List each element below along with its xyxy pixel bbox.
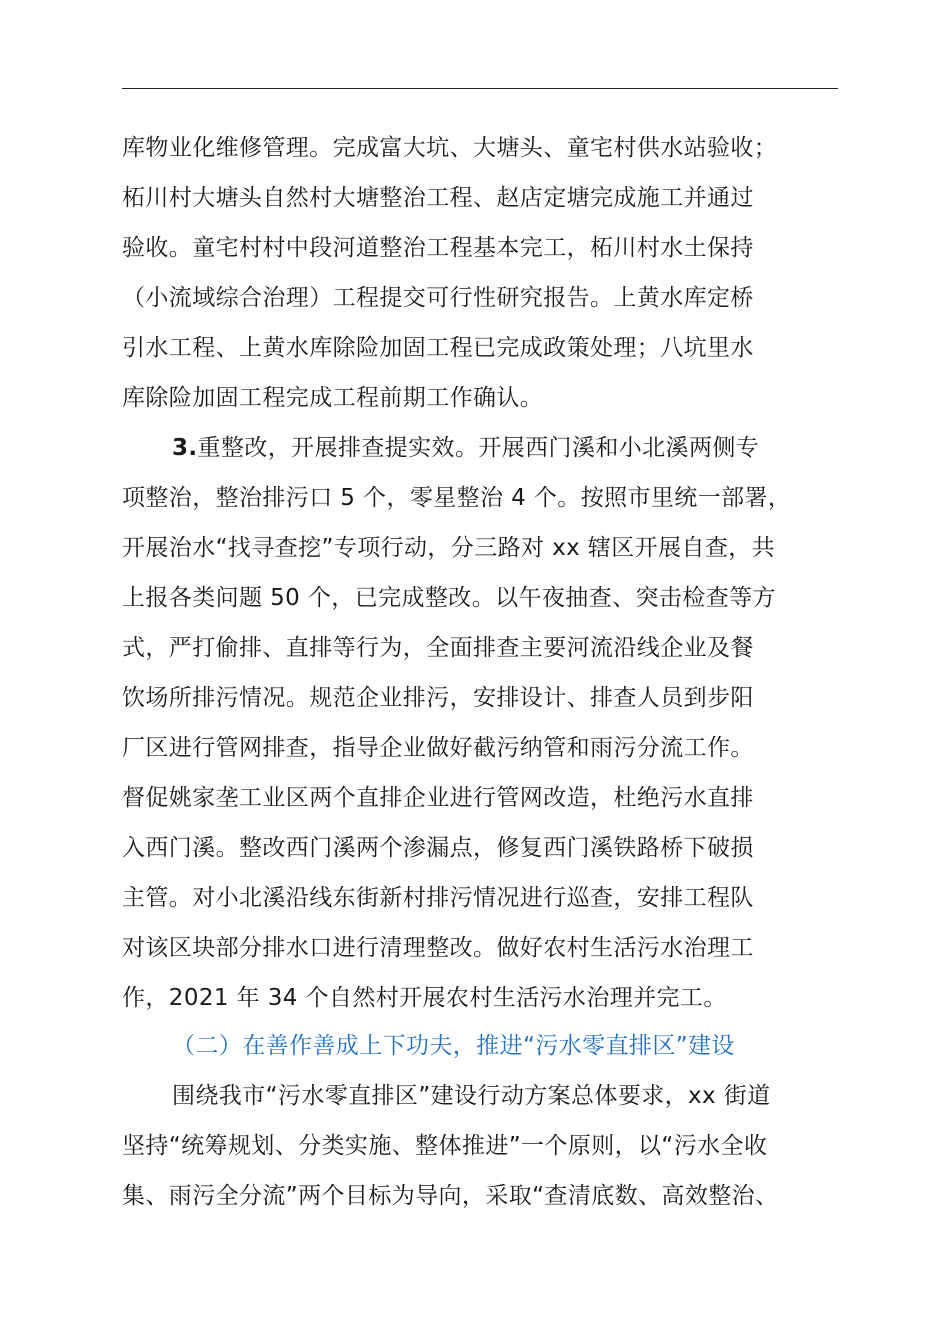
paragraph-3-first-line [0,423,950,473]
text-line: 厂区进行管网排查，指导企业做好截污纳管和雨污分流工作。 [122,735,754,761]
text-line: 集、雨污全分流”两个目标为导向，采取“查清底数、高效整治、 [122,1183,779,1209]
header-rule [122,88,838,89]
text-line: 开展治水“找寻查挖”专项行动，分三路对 xx 辖区开展自查，共 [122,535,776,561]
text-line: 督促姚家垄工业区两个直排企业进行管网改造，杜绝污水直排 [122,785,754,811]
text-line: 作，2021 年 34 个自然村开展农村生活污水治理并完工。 [122,985,727,1011]
text-line: 重整改，开展排查提实效。开展西门溪和小北溪两侧专 [197,435,760,461]
text-line: 项整治，整治排污口 5 个，零星整治 4 个。按照市里统一部署， [122,485,792,511]
text-line: 坚持“统筹规划、分类实施、整体推进”一个原则，以“污水全收 [122,1133,768,1159]
text-line: 饮场所排污情况。规范企业排污，安排设计、排查人员到步阳 [122,685,754,711]
text-line: 式，严打偷排、直排等行为，全面排查主要河流沿线企业及餐 [122,635,754,661]
text-line: 库物业化维修管理。完成富大坑、大塘头、童宅村供水站验收； [122,135,778,161]
text-line: 围绕我市“污水零直排区”建设行动方案总体要求，xx 街道 [172,1083,771,1109]
text-line: 主管。对小北溪沿线东街新村排污情况进行巡查，安排工程队 [122,885,754,911]
item-number: 3. [172,435,198,461]
text-line: 引水工程、上黄水库除险加固工程已完成政策处理；八坑里水 [122,335,754,361]
text-line: 入西门溪。整改西门溪两个渗漏点，修复西门溪铁路桥下破损 [122,835,754,861]
text-line: 上报各类问题 50 个，已完成整改。以午夜抽查、突击检查等方 [122,585,776,611]
section-heading: （二）在善作善成上下功夫，推进“污水零直排区”建设 [172,1033,735,1059]
text-line: 柘川村大塘头自然村大塘整治工程、赵店定塘完成施工并通过 [122,185,754,211]
text-line: 验收。童宅村村中段河道整治工程基本完工，柘川村水土保持 [122,235,754,261]
text-line: （小流域综合治理）工程提交可行性研究报告。上黄水库定桥 [122,285,754,311]
text-line: 对该区块部分排水口进行清理整改。做好农村生活污水治理工 [122,935,754,961]
text-line: 库除险加固工程完成工程前期工作确认。 [122,385,544,411]
